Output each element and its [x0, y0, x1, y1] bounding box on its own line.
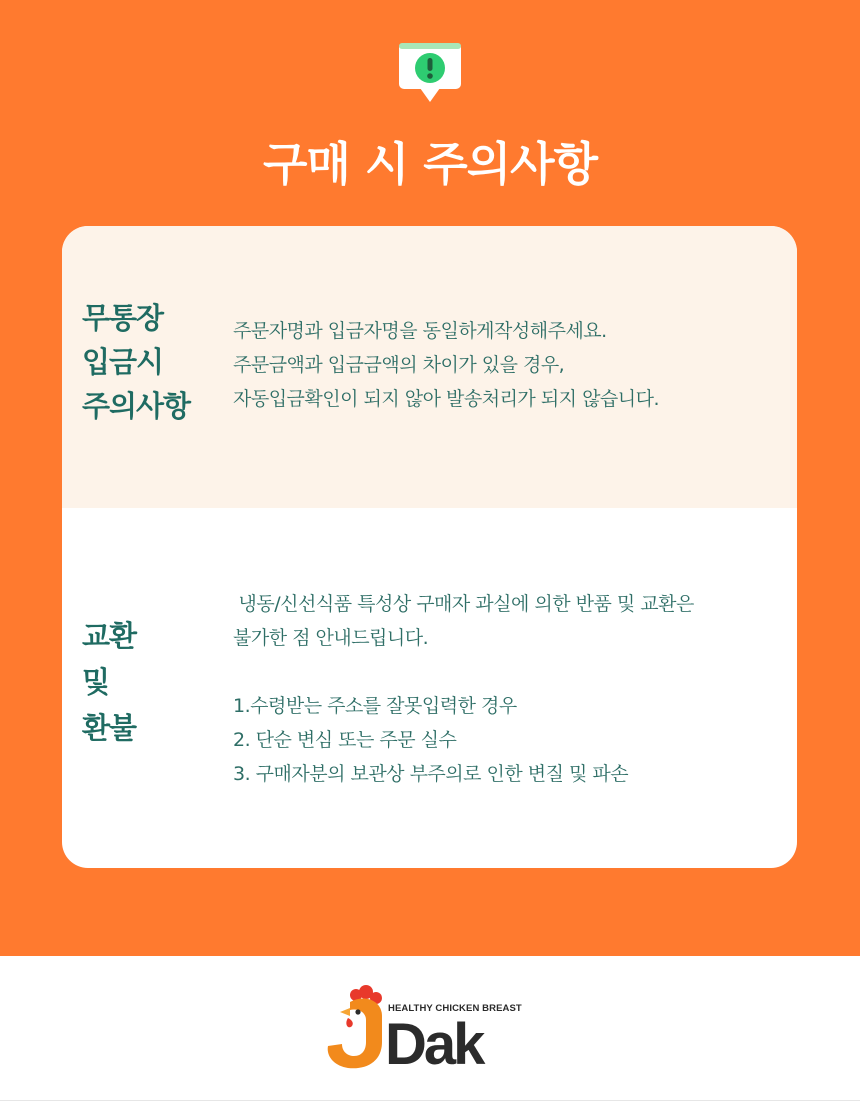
- heading-line: 교환: [82, 619, 137, 653]
- heading-line: 입금시: [82, 345, 164, 379]
- logo-wordmark: Dak: [385, 1012, 483, 1077]
- text-line: 주문자명과 입금자명을 동일하게작성해주세요.: [233, 320, 607, 342]
- list-item: 1.수령받는 주소를 잘못입력한 경우: [233, 695, 517, 717]
- heading-line: 환불: [82, 711, 137, 745]
- exchange-refund-text: [233, 587, 694, 791]
- heading-line: 주의사항: [82, 389, 191, 423]
- text-line: 자동입금확인이 되지 않아 발송처리가 되지 않습니다.: [233, 388, 660, 410]
- logo-tagline: HEALTHY CHICKEN BREAST: [388, 1003, 522, 1014]
- heading-line: 및: [82, 665, 110, 699]
- bank-transfer-heading: [82, 296, 190, 428]
- intro-line: 불가한 점 안내드립니다.: [233, 627, 429, 649]
- list-item: 3. 구매자분의 보관상 부주의로 인한 변질 및 파손: [233, 763, 629, 785]
- page-title: 구매 시 주의사항: [262, 137, 598, 191]
- exchange-refund-heading: [82, 613, 136, 751]
- bank-transfer-text: [233, 314, 659, 416]
- exclamation-speech-bubble-icon: [398, 42, 462, 106]
- heading-line: 무통장: [82, 301, 164, 335]
- intro-line: 냉동/신선식품 특성상 구매자 과실에 의한 반품 및 교환은: [233, 593, 694, 615]
- list-item: 2. 단순 변심 또는 주문 실수: [233, 729, 457, 751]
- text-line: 주문금액과 입금금액의 차이가 있을 경우,: [233, 354, 565, 376]
